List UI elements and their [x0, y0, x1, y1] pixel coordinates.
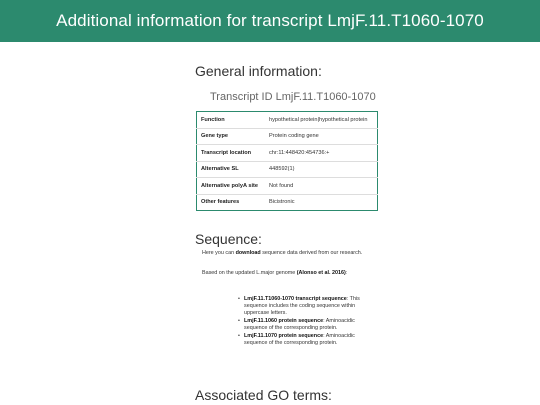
table-row — [197, 161, 378, 178]
genome-text-after: : — [345, 270, 348, 276]
list-item — [238, 333, 378, 347]
download-text-after: sequence data derived from our research. — [260, 250, 363, 256]
row-label: Alternative polyA site — [197, 178, 266, 195]
general-info-table — [196, 111, 378, 211]
row-label: Alternative SL — [197, 161, 266, 178]
download-text-before: Here you can — [202, 250, 236, 256]
row-value: 448592(1) — [265, 161, 378, 178]
genome-paragraph — [202, 270, 372, 277]
bullet-icon: • — [238, 296, 240, 302]
bullet-icon: • — [238, 318, 240, 325]
row-value: chr:11:448420:454736:+ — [265, 145, 378, 162]
page-header — [0, 0, 540, 42]
row-label: Transcript location — [197, 145, 266, 162]
table-row — [197, 194, 378, 211]
row-value: Protein coding gene — [265, 128, 378, 145]
sequence-heading: Sequence: — [195, 231, 262, 247]
row-label: Other features — [201, 199, 240, 206]
list-item — [238, 318, 378, 332]
link-description: : Aminoacidic sequence of the corresponding protein. — [244, 318, 355, 332]
transcript-id: Transcript ID LmjF.11.T1060-1070 — [210, 91, 376, 103]
download-paragraph — [202, 250, 372, 257]
row-value: hypothetical protein|hypothetical protein — [265, 112, 378, 129]
row-label: Gene type — [197, 128, 266, 145]
list-item — [238, 296, 378, 318]
go-terms-heading: Associated GO terms: — [195, 387, 332, 403]
link-description: : Aminoacidic sequence of the corresponding protein. — [244, 333, 355, 347]
download-link[interactable]: download — [235, 250, 261, 256]
page-title: Additional information for transcript LmjF.11.T1060-1070 — [56, 11, 484, 30]
row-value: Not found — [265, 178, 378, 195]
table-row — [197, 112, 378, 129]
general-information-heading: General information: — [195, 63, 322, 79]
bullet-icon: • — [238, 333, 240, 340]
row-label: Function — [197, 112, 266, 129]
transcript-sequence-link[interactable]: LmjF.11.T1060-1070 transcript sequence — [244, 296, 347, 302]
sequence-links-list — [238, 296, 378, 348]
table-row — [197, 128, 378, 145]
table-row — [197, 145, 378, 162]
protein-sequence-link-1070[interactable]: LmjF.11.1070 protein sequence — [244, 333, 324, 340]
link-description: : This sequence includes the coding sequence within uppercase letters. — [244, 296, 360, 317]
protein-sequence-link-1060[interactable]: LmjF.11.1060 protein sequence — [244, 318, 324, 325]
row-value: Bicistronic — [269, 199, 295, 206]
table-row — [197, 178, 378, 195]
citation-link[interactable]: (Alonso et al. 2016) — [296, 270, 346, 276]
genome-text-before: Based on the updated L.major genome — [202, 270, 297, 276]
